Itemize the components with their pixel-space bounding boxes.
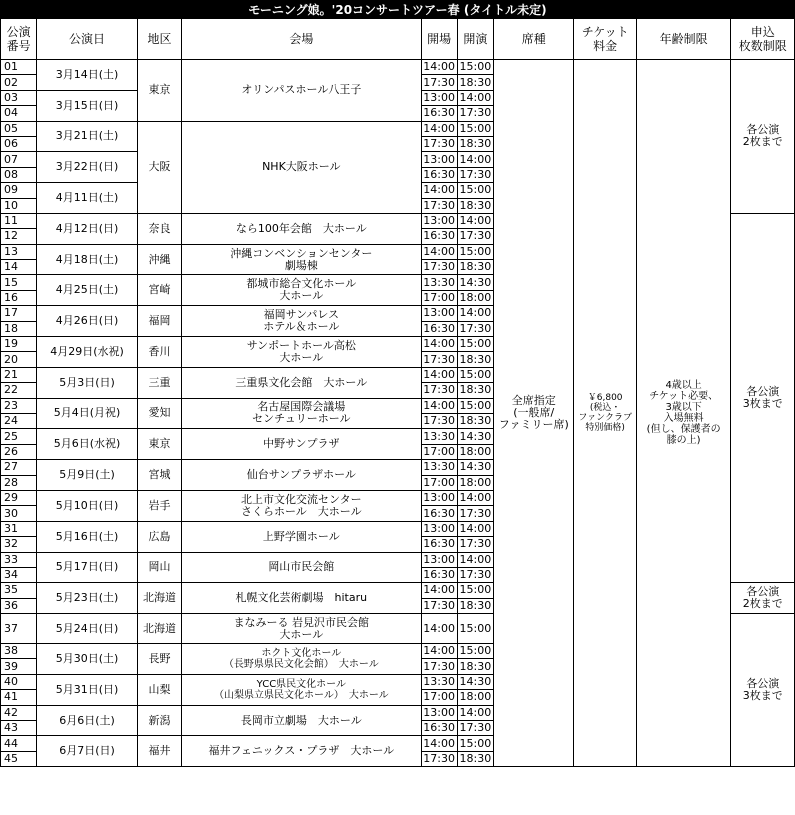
show-venue: 福井フェニックス・プラザ 大ホール (182, 736, 421, 767)
show-region: 東京 (137, 429, 181, 460)
open-time: 14:00 (421, 367, 457, 382)
start-time: 14:00 (457, 490, 493, 505)
show-number: 39 (1, 659, 37, 674)
show-venue: 長岡市立劇場 大ホール (182, 705, 421, 736)
show-date: 4月18日(土) (37, 244, 138, 275)
show-number: 45 (1, 751, 37, 766)
start-time: 14:30 (457, 429, 493, 444)
start-time: 15:00 (457, 583, 493, 598)
show-number: 04 (1, 106, 37, 121)
start-time: 15:00 (457, 244, 493, 259)
show-number: 43 (1, 721, 37, 736)
show-region: 東京 (137, 60, 181, 122)
open-time: 14:00 (421, 244, 457, 259)
show-number: 07 (1, 152, 37, 167)
start-time: 18:30 (457, 352, 493, 367)
open-time: 17:30 (421, 659, 457, 674)
start-time: 15:00 (457, 367, 493, 382)
show-date: 3月22日(日) (37, 152, 138, 183)
start-time: 14:00 (457, 552, 493, 567)
show-venue: 沖縄コンベンションセンター 劇場棟 (182, 244, 421, 275)
show-number: 26 (1, 444, 37, 459)
start-time: 15:00 (457, 398, 493, 413)
open-time: 13:00 (421, 552, 457, 567)
show-number: 35 (1, 583, 37, 598)
show-number: 11 (1, 213, 37, 228)
show-number: 12 (1, 229, 37, 244)
show-date: 5月6日(水祝) (37, 429, 138, 460)
show-number: 40 (1, 674, 37, 689)
start-time: 18:00 (457, 444, 493, 459)
open-time: 17:30 (421, 352, 457, 367)
show-date: 5月16日(土) (37, 521, 138, 552)
start-time: 17:30 (457, 321, 493, 336)
show-venue: 上野学園ホール (182, 521, 421, 552)
show-number: 27 (1, 460, 37, 475)
show-region: 福井 (137, 736, 181, 767)
show-venue: NHK大阪ホール (182, 121, 421, 213)
table-title: モーニング娘。'20コンサートツアー春 (タイトル未定) (1, 1, 795, 19)
open-time: 16:30 (421, 106, 457, 121)
show-venue: まなみーる 岩見沢市民会館 大ホール (182, 614, 421, 644)
start-time: 14:00 (457, 705, 493, 720)
header-venue: 会場 (182, 19, 421, 60)
show-region: 岡山 (137, 552, 181, 583)
show-date: 4月29日(水祝) (37, 337, 138, 368)
start-time: 15:00 (457, 614, 493, 644)
seat-type: 全席指定 (一般席/ ファミリー席) (493, 60, 573, 767)
show-venue: サンポートホール高松 大ホール (182, 337, 421, 368)
show-number: 33 (1, 552, 37, 567)
start-time: 18:30 (457, 413, 493, 428)
show-number: 38 (1, 644, 37, 659)
start-time: 14:00 (457, 521, 493, 536)
open-time: 13:30 (421, 460, 457, 475)
open-time: 14:00 (421, 614, 457, 644)
show-date: 6月7日(日) (37, 736, 138, 767)
start-time: 18:30 (457, 260, 493, 275)
open-time: 16:30 (421, 229, 457, 244)
show-number: 08 (1, 167, 37, 182)
open-time: 14:00 (421, 183, 457, 198)
header-age-limit: 年齢制限 (636, 19, 731, 60)
show-number: 28 (1, 475, 37, 490)
open-time: 16:30 (421, 567, 457, 582)
start-time: 18:30 (457, 659, 493, 674)
show-date: 5月17日(日) (37, 552, 138, 583)
open-time: 17:30 (421, 198, 457, 213)
open-time: 14:00 (421, 121, 457, 136)
show-number: 37 (1, 614, 37, 644)
header-ticket-price: チケット 料金 (574, 19, 636, 60)
show-region: 広島 (137, 521, 181, 552)
show-number: 06 (1, 136, 37, 151)
show-number: 23 (1, 398, 37, 413)
open-time: 13:00 (421, 490, 457, 505)
purchase-limit: 各公演 2枚まで (731, 583, 795, 614)
show-region: 北海道 (137, 583, 181, 614)
header-show-number: 公演 番号 (1, 19, 37, 60)
open-time: 13:30 (421, 674, 457, 689)
show-venue: 北上市文化交流センター さくらホール 大ホール (182, 490, 421, 521)
show-venue: 中野サンプラザ (182, 429, 421, 460)
open-time: 17:30 (421, 413, 457, 428)
show-region: 大阪 (137, 121, 181, 213)
show-number: 01 (1, 60, 37, 75)
open-time: 14:00 (421, 644, 457, 659)
open-time: 13:00 (421, 521, 457, 536)
start-time: 18:30 (457, 598, 493, 613)
open-time: 17:30 (421, 751, 457, 766)
open-time: 17:30 (421, 260, 457, 275)
show-number: 02 (1, 75, 37, 90)
open-time: 16:30 (421, 537, 457, 552)
show-region: 山梨 (137, 674, 181, 705)
show-date: 4月25日(土) (37, 275, 138, 306)
start-time: 18:00 (457, 690, 493, 705)
open-time: 17:00 (421, 475, 457, 490)
show-region: 宮城 (137, 460, 181, 491)
show-number: 05 (1, 121, 37, 136)
open-time: 14:00 (421, 337, 457, 352)
start-time: 14:00 (457, 152, 493, 167)
show-venue: 札幌文化芸術劇場 hitaru (182, 583, 421, 614)
start-time: 14:30 (457, 460, 493, 475)
show-number: 15 (1, 275, 37, 290)
show-venue: 都城市総合文化ホール 大ホール (182, 275, 421, 306)
show-region: 福岡 (137, 306, 181, 337)
header-seat-type: 席種 (493, 19, 573, 60)
open-time: 17:30 (421, 75, 457, 90)
show-venue: オリンパスホール八王子 (182, 60, 421, 122)
open-time: 13:00 (421, 213, 457, 228)
show-number: 18 (1, 321, 37, 336)
open-time: 17:00 (421, 444, 457, 459)
show-number: 03 (1, 90, 37, 105)
show-number: 25 (1, 429, 37, 444)
show-date: 4月26日(日) (37, 306, 138, 337)
start-time: 17:30 (457, 167, 493, 182)
show-venue: YCC県民文化ホール （山梨県立県民文化ホール） 大ホール (182, 674, 421, 705)
open-time: 14:00 (421, 583, 457, 598)
show-region: 長野 (137, 644, 181, 675)
open-time: 16:30 (421, 506, 457, 521)
open-time: 17:30 (421, 598, 457, 613)
start-time: 15:00 (457, 736, 493, 751)
open-time: 13:00 (421, 152, 457, 167)
open-time: 17:30 (421, 383, 457, 398)
start-time: 18:00 (457, 475, 493, 490)
show-date: 5月23日(土) (37, 583, 138, 614)
open-time: 17:30 (421, 136, 457, 151)
show-region: 宮崎 (137, 275, 181, 306)
show-date: 5月9日(土) (37, 460, 138, 491)
start-time: 17:30 (457, 106, 493, 121)
show-date: 5月24日(日) (37, 614, 138, 644)
start-time: 14:00 (457, 90, 493, 105)
show-number: 16 (1, 290, 37, 305)
start-time: 14:00 (457, 213, 493, 228)
start-time: 17:30 (457, 721, 493, 736)
start-time: 18:30 (457, 136, 493, 151)
open-time: 14:00 (421, 398, 457, 413)
show-region: 香川 (137, 337, 181, 368)
show-number: 10 (1, 198, 37, 213)
show-number: 21 (1, 367, 37, 382)
schedule-body (1, 60, 795, 767)
show-date: 4月12日(日) (37, 213, 138, 244)
show-date: 6月6日(土) (37, 705, 138, 736)
show-venue: 仙台サンプラザホール (182, 460, 421, 491)
show-venue: なら100年会館 大ホール (182, 213, 421, 244)
open-time: 13:30 (421, 429, 457, 444)
show-number: 41 (1, 690, 37, 705)
start-time: 14:00 (457, 306, 493, 321)
show-number: 32 (1, 537, 37, 552)
start-time: 15:00 (457, 644, 493, 659)
show-region: 沖縄 (137, 244, 181, 275)
start-time: 17:30 (457, 229, 493, 244)
start-time: 14:30 (457, 674, 493, 689)
open-time: 16:30 (421, 167, 457, 182)
open-time: 13:00 (421, 90, 457, 105)
open-time: 14:00 (421, 736, 457, 751)
show-region: 岩手 (137, 490, 181, 521)
start-time: 14:30 (457, 275, 493, 290)
header-purchase-limit: 申込 枚数制限 (731, 19, 795, 60)
start-time: 15:00 (457, 183, 493, 198)
show-date: 3月15日(日) (37, 90, 138, 121)
start-time: 18:30 (457, 751, 493, 766)
start-time: 18:30 (457, 75, 493, 90)
age-limit: 4歳以上 チケット必要、 3歳以下 入場無料 (但し、保護者の 膝の上) (636, 60, 731, 767)
start-time: 17:30 (457, 506, 493, 521)
open-time: 13:00 (421, 306, 457, 321)
start-time: 18:30 (457, 198, 493, 213)
show-number: 09 (1, 183, 37, 198)
show-date: 5月3日(日) (37, 367, 138, 398)
show-venue: 福岡サンパレス ホテル＆ホール (182, 306, 421, 337)
header-region: 地区 (137, 19, 181, 60)
show-number: 42 (1, 705, 37, 720)
open-time: 17:00 (421, 690, 457, 705)
show-venue: 岡山市民会館 (182, 552, 421, 583)
show-number: 13 (1, 244, 37, 259)
purchase-limit: 各公演 3枚まで (731, 614, 795, 767)
show-number: 14 (1, 260, 37, 275)
show-date: 5月4日(月祝) (37, 398, 138, 429)
header-start-time: 開演 (457, 19, 493, 60)
open-time: 16:30 (421, 721, 457, 736)
table-row (1, 60, 795, 75)
purchase-limit: 各公演 2枚まで (731, 60, 795, 214)
header-open-time: 開場 (421, 19, 457, 60)
show-number: 44 (1, 736, 37, 751)
show-date: 4月11日(土) (37, 183, 138, 214)
start-time: 15:00 (457, 337, 493, 352)
open-time: 16:30 (421, 321, 457, 336)
open-time: 17:00 (421, 290, 457, 305)
show-number: 17 (1, 306, 37, 321)
show-number: 30 (1, 506, 37, 521)
show-region: 奈良 (137, 213, 181, 244)
show-date: 5月31日(日) (37, 674, 138, 705)
purchase-limit: 各公演 3枚まで (731, 213, 795, 582)
header-date: 公演日 (37, 19, 138, 60)
ticket-price: ￥6,800 (税込・ ファンクラブ 特別価格) (574, 60, 636, 767)
show-region: 三重 (137, 367, 181, 398)
show-date: 3月14日(土) (37, 60, 138, 91)
show-date: 5月30日(土) (37, 644, 138, 675)
open-time: 14:00 (421, 60, 457, 75)
show-venue: ホクト文化ホール （長野県県民文化会館） 大ホール (182, 644, 421, 675)
show-number: 22 (1, 383, 37, 398)
show-number: 20 (1, 352, 37, 367)
show-number: 34 (1, 567, 37, 582)
show-venue: 三重県文化会館 大ホール (182, 367, 421, 398)
show-date: 5月10日(日) (37, 490, 138, 521)
show-venue: 名古屋国際会議場 センチュリーホール (182, 398, 421, 429)
open-time: 13:30 (421, 275, 457, 290)
show-number: 24 (1, 413, 37, 428)
show-date: 3月21日(土) (37, 121, 138, 152)
show-region: 愛知 (137, 398, 181, 429)
start-time: 17:30 (457, 567, 493, 582)
show-region: 北海道 (137, 614, 181, 644)
start-time: 17:30 (457, 537, 493, 552)
show-number: 19 (1, 337, 37, 352)
start-time: 15:00 (457, 121, 493, 136)
show-number: 29 (1, 490, 37, 505)
start-time: 15:00 (457, 60, 493, 75)
show-region: 新潟 (137, 705, 181, 736)
open-time: 13:00 (421, 705, 457, 720)
start-time: 18:00 (457, 290, 493, 305)
start-time: 18:30 (457, 383, 493, 398)
show-number: 31 (1, 521, 37, 536)
show-number: 36 (1, 598, 37, 613)
